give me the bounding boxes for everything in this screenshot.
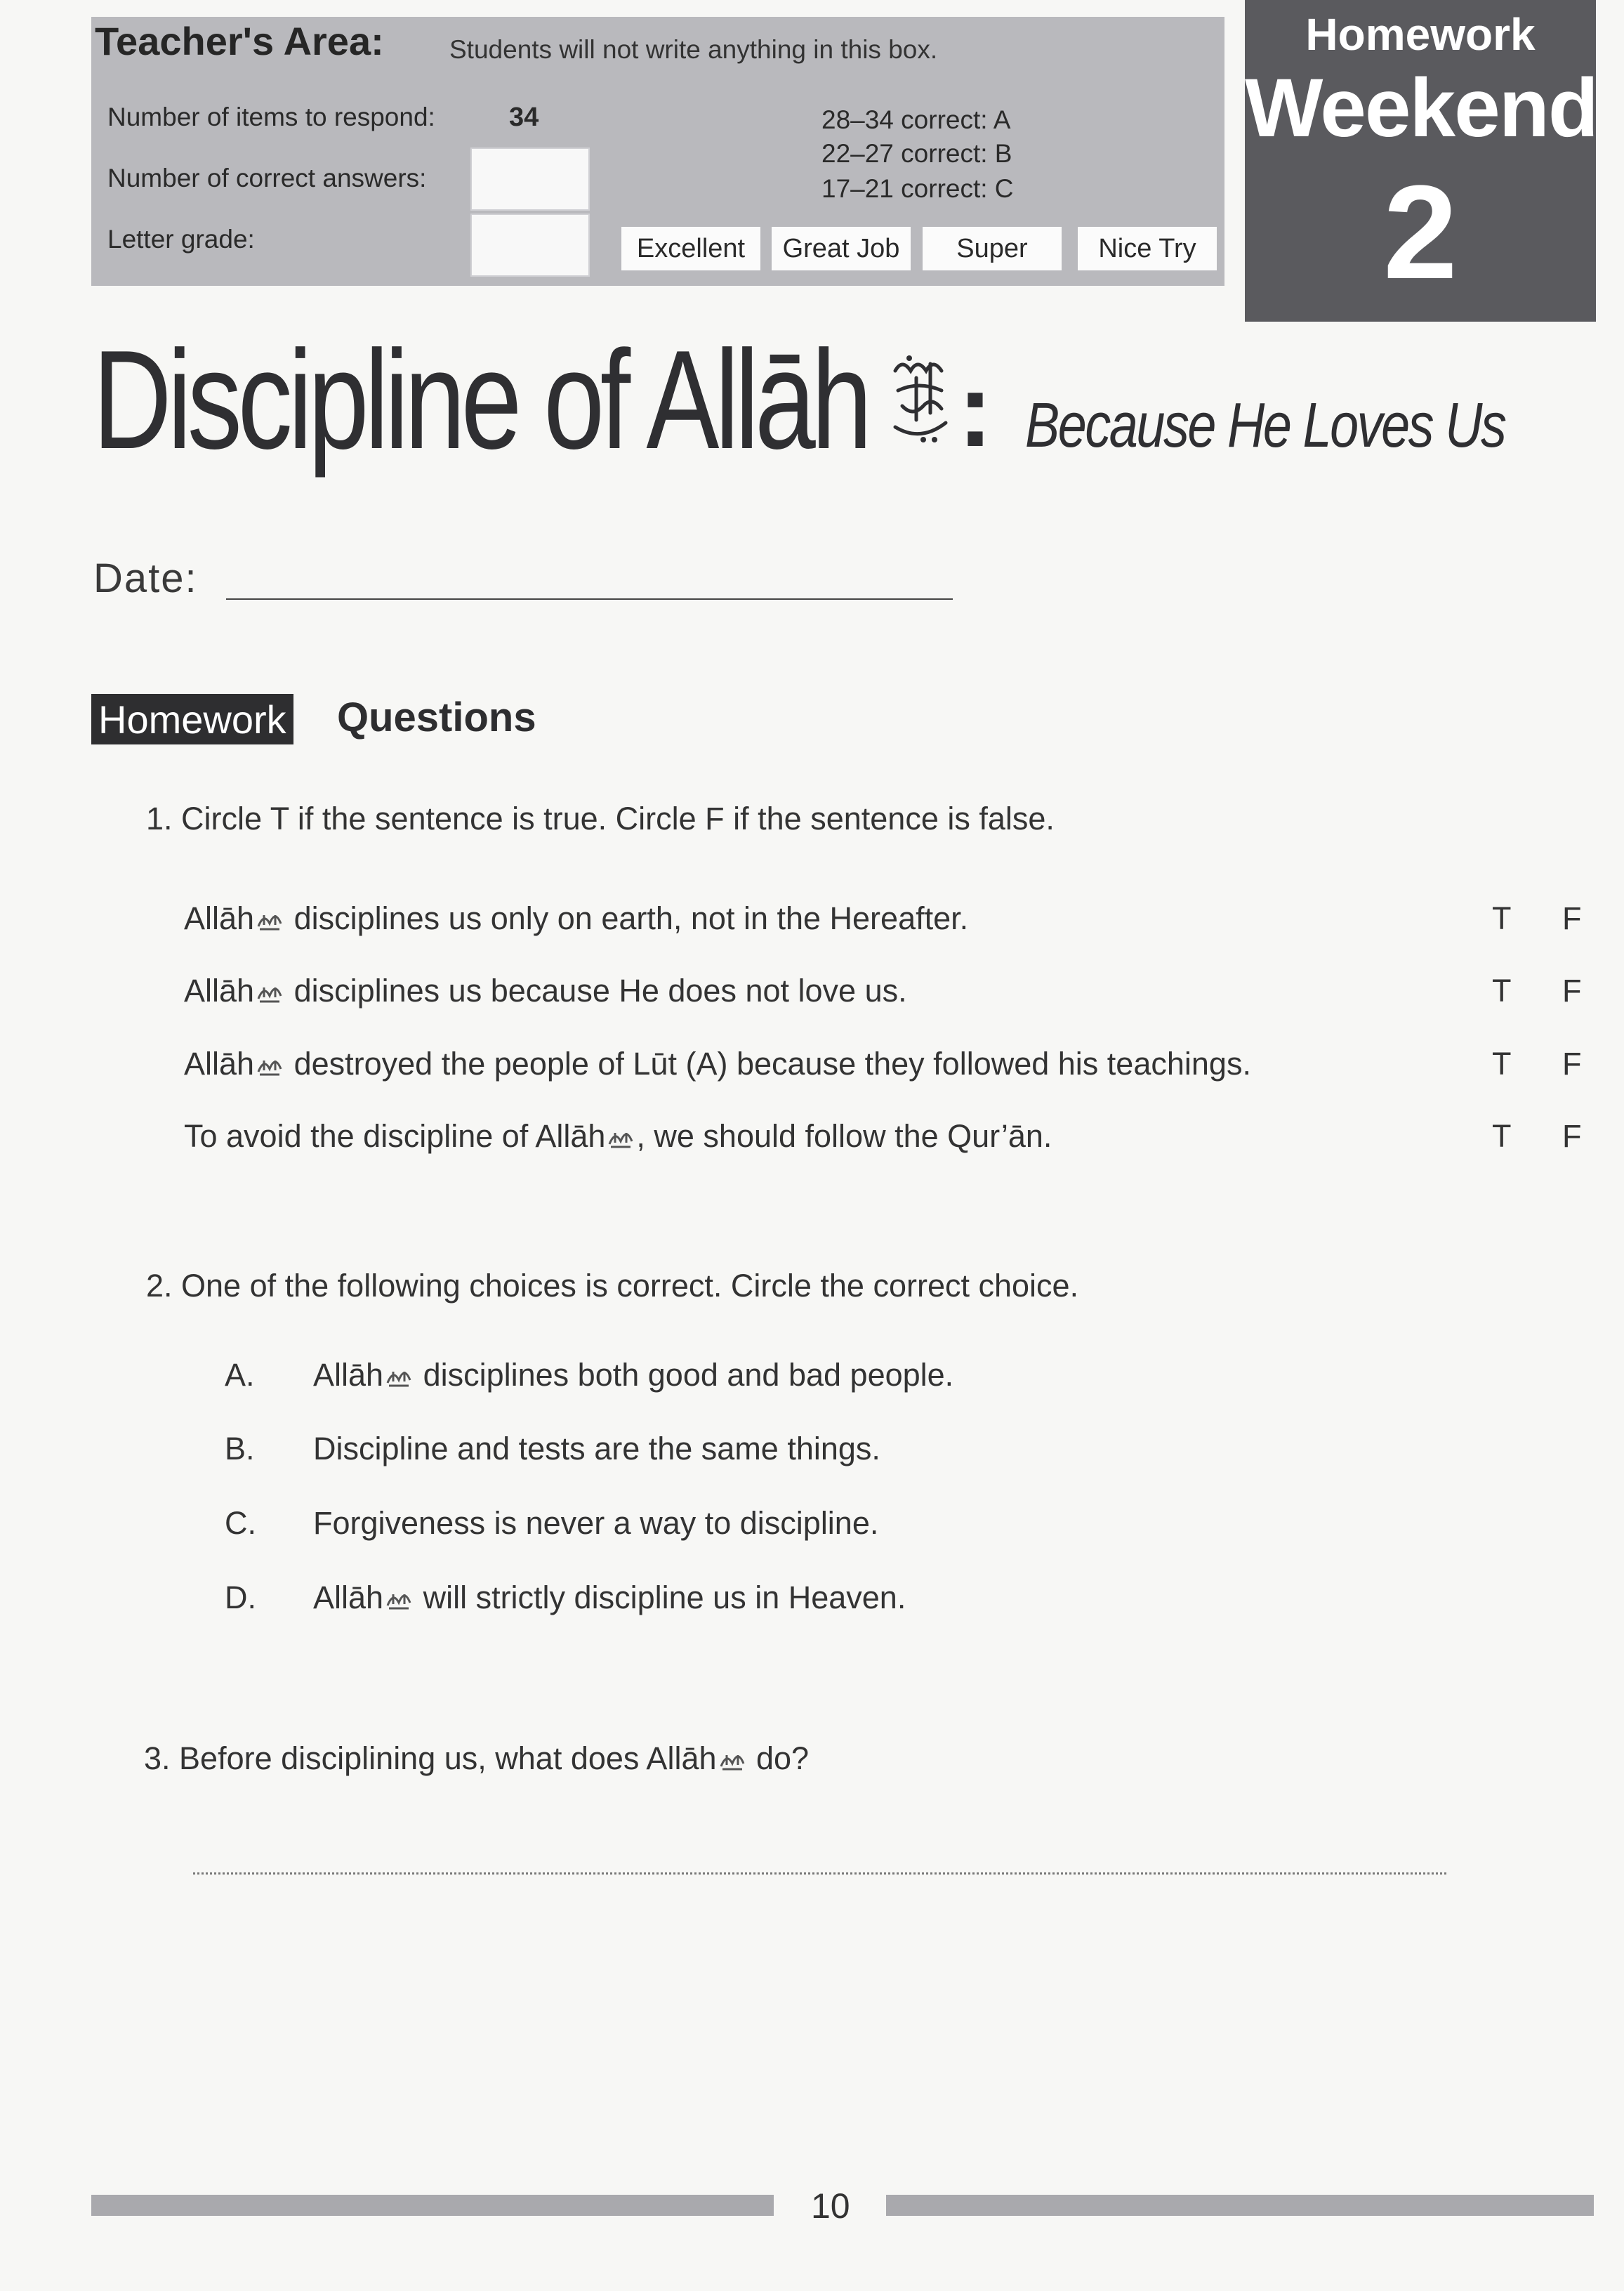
footer-bar-left <box>91 2195 774 2216</box>
page-title: Discipline of Allāh <box>93 322 869 478</box>
statement-1 <box>184 900 968 937</box>
option-text: Allāh <box>313 1357 384 1393</box>
statement-text: , we should follow the Qur’ān. <box>636 1118 1052 1154</box>
statement-text: destroyed the people of Lūt (A) because they followed his teachings. <box>285 1046 1251 1082</box>
statement-2 <box>184 973 907 1009</box>
option-d-text[interactable] <box>313 1580 906 1616</box>
subhanahu-calligraphy-icon <box>888 350 953 448</box>
honorific-icon <box>385 1587 413 1613</box>
option-letter-d[interactable]: D. <box>225 1580 256 1615</box>
items-label: Number of items to respond: <box>107 103 435 131</box>
true-option[interactable]: T <box>1492 973 1512 1009</box>
option-letter-b[interactable]: B. <box>225 1431 255 1466</box>
question-3-prompt <box>144 1740 809 1777</box>
statement-text: disciplines us because He does not love us. <box>285 973 907 1009</box>
honorific-icon <box>256 980 284 1006</box>
statement-text: To avoid the discipline of Allāh <box>184 1118 606 1154</box>
option-b-text[interactable]: Discipline and tests are the same things. <box>313 1431 880 1466</box>
rating-nice-try[interactable]: Nice Try <box>1078 227 1217 270</box>
statement-text: disciplines us only on earth, not in the Hereafter. <box>285 900 969 936</box>
weekend-badge-label: Homework <box>1305 9 1536 60</box>
question-3-text: do? <box>747 1740 810 1776</box>
footer-bar-right <box>886 2195 1594 2216</box>
honorific-icon <box>256 1053 284 1079</box>
grade-scale-a: 28–34 correct: A <box>821 105 1011 134</box>
letter-grade-field[interactable] <box>470 214 590 277</box>
date-field[interactable] <box>226 598 953 600</box>
teacher-area-title: Teacher's Area: <box>95 19 384 63</box>
honorific-icon <box>607 1126 635 1151</box>
grade-scale-c: 17–21 correct: C <box>821 174 1014 203</box>
option-text: will strictly discipline us in Heaven. <box>414 1580 906 1615</box>
letter-grade-label: Letter grade: <box>107 225 255 254</box>
honorific-icon <box>718 1748 746 1773</box>
question-1-prompt: 1. Circle T if the sentence is true. Circle F if the sentence is false. <box>146 801 1055 836</box>
option-letter-a[interactable]: A. <box>225 1357 255 1393</box>
correct-answers-field[interactable] <box>470 147 590 211</box>
title-colon: : <box>958 350 993 468</box>
teacher-area-note: Students will not write anything in this box. <box>449 35 938 64</box>
true-option[interactable]: T <box>1492 1046 1512 1082</box>
false-option[interactable]: F <box>1562 1118 1582 1154</box>
weekend-badge-number: 2 <box>1383 158 1458 307</box>
rating-super[interactable]: Super <box>923 227 1062 270</box>
answer-line[interactable] <box>193 1872 1446 1875</box>
questions-heading: Questions <box>337 695 536 740</box>
statement-text: Allāh <box>184 900 255 936</box>
grade-scale-b: 22–27 correct: B <box>821 139 1012 168</box>
statement-text: Allāh <box>184 973 255 1009</box>
statement-text: Allāh <box>184 1046 255 1082</box>
option-letter-c[interactable]: C. <box>225 1505 256 1541</box>
question-3-text: 3. Before disciplining us, what does Allāh <box>144 1740 717 1776</box>
rating-excellent[interactable]: Excellent <box>621 227 760 270</box>
page-subtitle: Because He Loves Us <box>1025 390 1505 461</box>
date-label: Date: <box>93 556 198 601</box>
false-option[interactable]: F <box>1562 900 1582 936</box>
rating-great-job[interactable]: Great Job <box>772 227 911 270</box>
homework-tag: Homework <box>91 694 293 744</box>
statement-3 <box>184 1046 1251 1082</box>
option-a-text[interactable] <box>313 1357 953 1393</box>
option-text: disciplines both good and bad people. <box>414 1357 954 1393</box>
honorific-icon <box>256 908 284 933</box>
option-c-text[interactable]: Forgiveness is never a way to discipline. <box>313 1505 879 1541</box>
honorific-icon <box>385 1365 413 1390</box>
false-option[interactable]: F <box>1562 1046 1582 1082</box>
items-value: 34 <box>509 103 539 132</box>
true-option[interactable]: T <box>1492 1118 1512 1154</box>
page-number: 10 <box>811 2186 850 2226</box>
question-2-prompt: 2. One of the following choices is correct. Circle the correct choice. <box>146 1268 1079 1304</box>
statement-4 <box>184 1118 1052 1155</box>
weekend-badge-word: Weekend <box>1245 62 1597 155</box>
true-option[interactable]: T <box>1492 900 1512 936</box>
false-option[interactable]: F <box>1562 973 1582 1009</box>
correct-answers-label: Number of correct answers: <box>107 164 427 192</box>
option-text: Allāh <box>313 1580 384 1615</box>
